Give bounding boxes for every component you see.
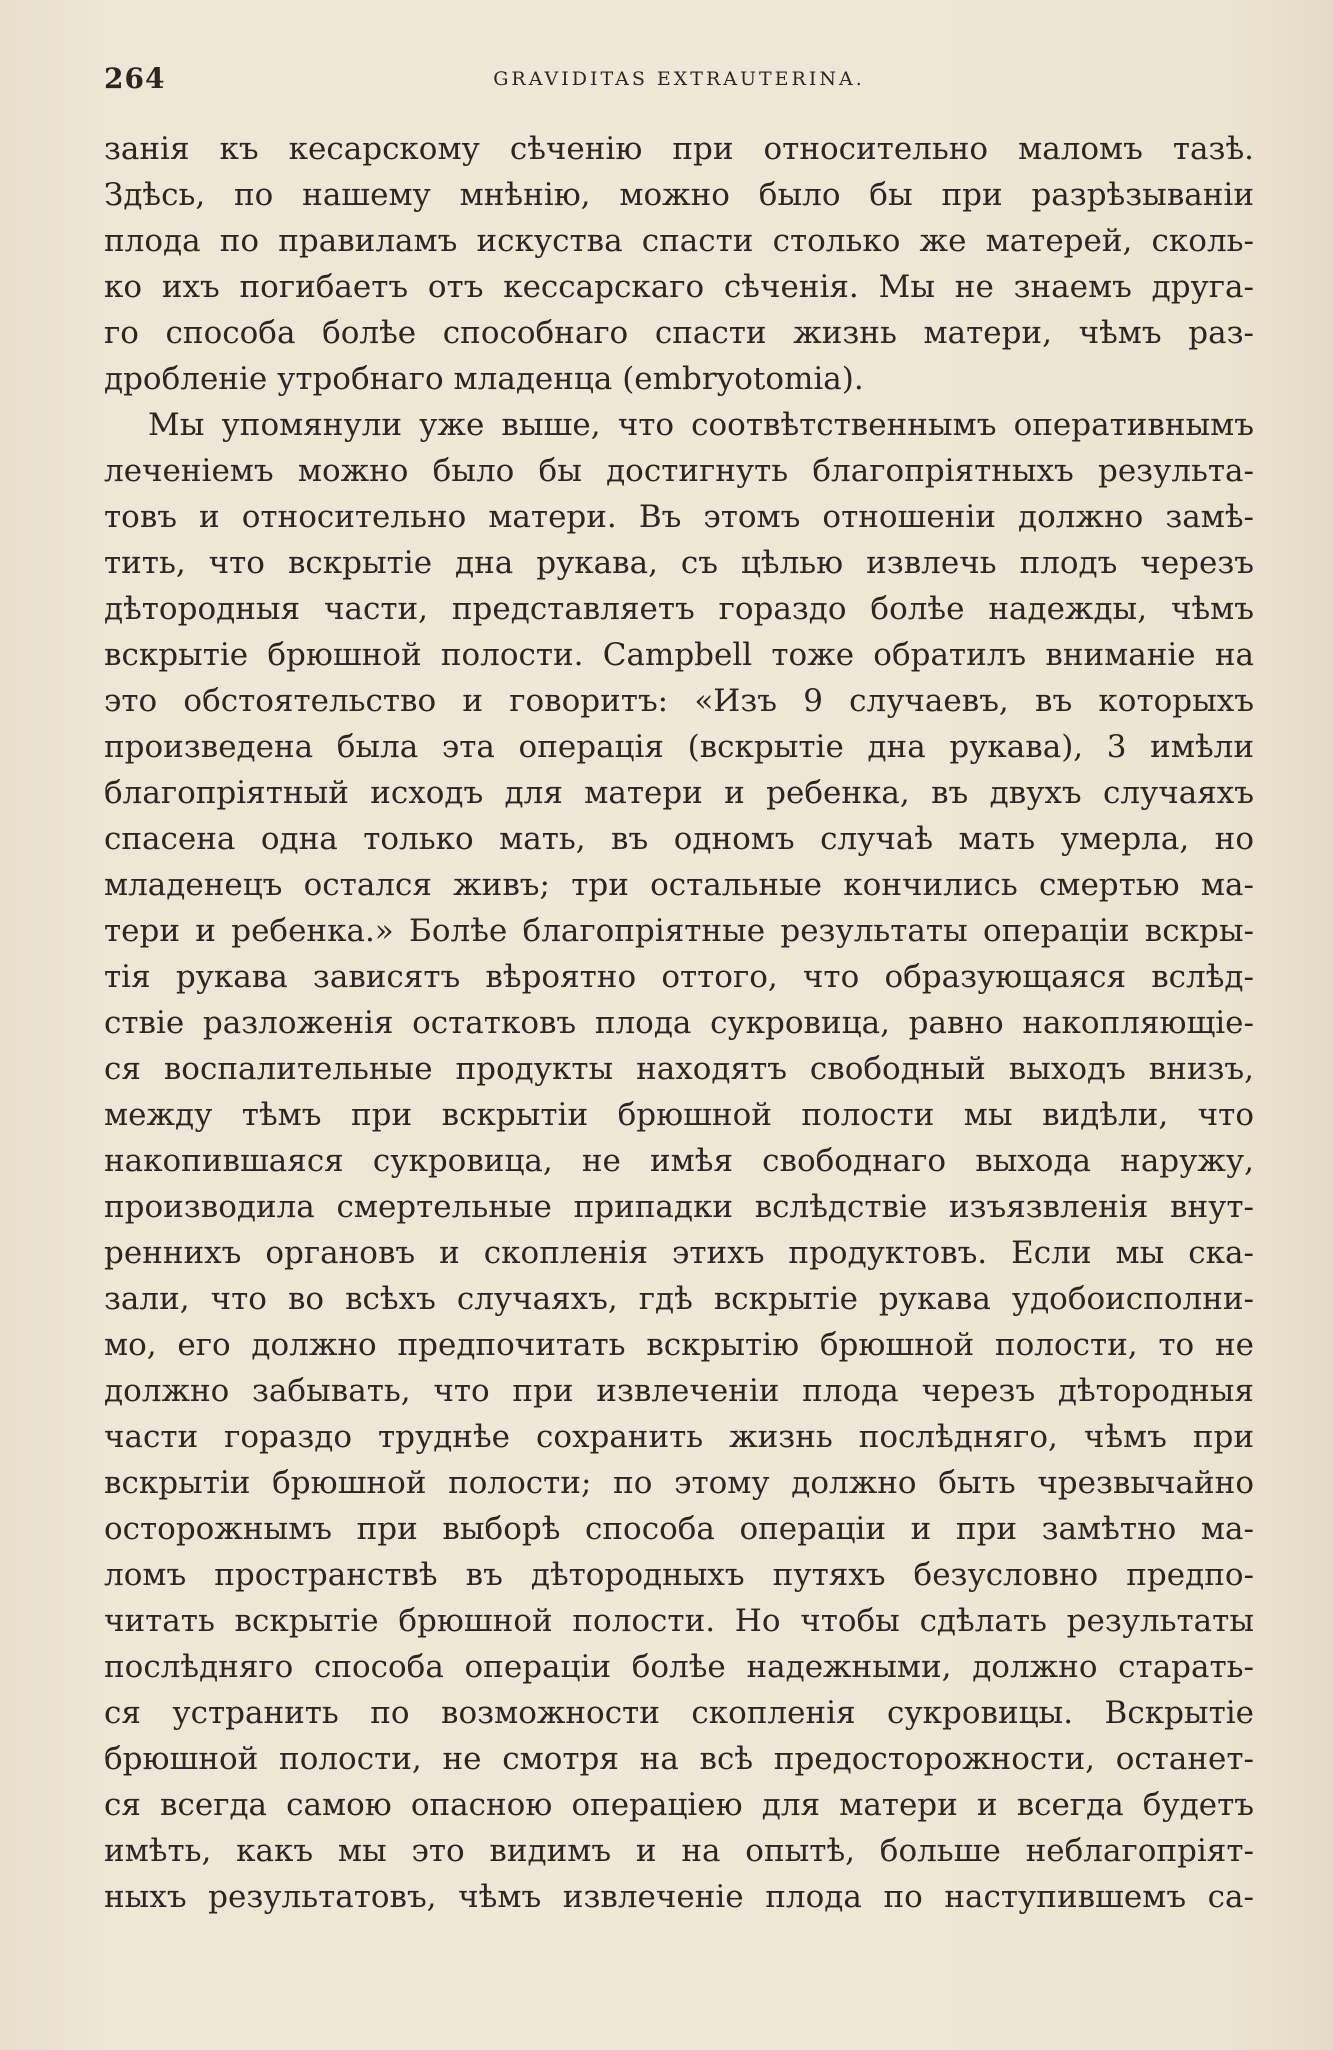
body-text	[104, 126, 1254, 1920]
text-line: мо, его должно предпочитать вскрытію брюшной полости, то не	[104, 1327, 1254, 1363]
text-line: тери и ребенка.» Болѣе благопріятные результаты операціи вскры-	[104, 913, 1254, 949]
running-title: GRAVIDITAS EXTRAUTERINA.	[493, 68, 865, 90]
text-line: занія къ кесарскому сѣченію при относительно маломъ тазѣ.	[104, 131, 1254, 167]
text-line: производила смертельные припадки вслѣдствіе изъязвленія внут-	[104, 1189, 1254, 1225]
text-line: ся устранить по возможности скопленія сукровицы. Вскрытіе	[104, 1695, 1254, 1731]
text-line: ко ихъ погибаетъ отъ кессарскаго сѣченія. Мы не знаемъ друга-	[104, 269, 1254, 305]
text-line: товъ и относительно матери. Въ этомъ отношеніи должно замѣ-	[104, 499, 1254, 535]
text-line: дѣтородныя части, представляетъ гораздо болѣе надежды, чѣмъ	[104, 591, 1254, 627]
text-line: послѣдняго способа операціи болѣе надежными, должно старать-	[104, 1649, 1254, 1685]
text-line: леченіемъ можно было бы достигнуть благопріятныхъ результа-	[104, 453, 1254, 489]
text-line: Мы упомянули уже выше, что соотвѣтственнымъ оперативнымъ	[148, 407, 1254, 443]
text-line: вскрытіи брюшной полости; по этому должно быть чрезвычайно	[104, 1465, 1254, 1501]
page-number: 264	[104, 62, 166, 95]
text-line: читать вскрытіе брюшной полости. Но чтобы сдѣлать результаты	[104, 1603, 1254, 1639]
text-line: между тѣмъ при вскрытіи брюшной полости мы видѣли, что	[104, 1097, 1254, 1133]
text-line: части гораздо труднѣе сохранить жизнь послѣдняго, чѣмъ при	[104, 1419, 1254, 1455]
text-line: благопріятный исходъ для матери и ребенка, въ двухъ случаяхъ	[104, 775, 1254, 811]
text-line: ныхъ результатовъ, чѣмъ извлеченіе плода по наступившемъ са-	[104, 1879, 1254, 1915]
text-line: произведена была эта операція (вскрытіе дна рукава), 3 имѣли	[104, 729, 1254, 765]
text-line: ся воспалительные продукты находятъ свободный выходъ внизъ,	[104, 1051, 1254, 1087]
text-line: брюшной полости, не смотря на всѣ предосторожности, останет-	[104, 1741, 1254, 1777]
text-line: младенецъ остался живъ; три остальные кончились смертью ма-	[104, 867, 1254, 903]
text-line: спасена одна только мать, въ одномъ случаѣ мать умерла, но	[104, 821, 1254, 857]
text-line: ствіе разложенія остатковъ плода сукровица, равно накопляющіе-	[104, 1005, 1254, 1041]
text-line: плода по правиламъ искуства спасти столько же матерей, сколь-	[104, 223, 1254, 259]
text-line: реннихъ органовъ и скопленія этихъ продуктовъ. Если мы ска-	[104, 1235, 1254, 1271]
text-line: дробленіе утробнаго младенца (embryotomia).	[104, 361, 864, 397]
page-header	[104, 62, 1254, 98]
text-line: тить, что вскрытіе дна рукава, съ цѣлью извлечь плодъ черезъ	[104, 545, 1254, 581]
text-line: осторожнымъ при выборѣ способа операціи и при замѣтно ма-	[104, 1511, 1254, 1547]
text-line: это обстоятельство и говоритъ: «Изъ 9 случаевъ, въ которыхъ	[104, 683, 1254, 719]
text-line: тія рукава зависятъ вѣроятно оттого, что образующаяся вслѣд-	[104, 959, 1254, 995]
text-line: ломъ пространствѣ въ дѣтородныхъ путяхъ безусловно предпо-	[104, 1557, 1254, 1593]
text-line: ся всегда самою опасною операціею для матери и всегда будетъ	[104, 1787, 1254, 1823]
text-line: накопившаяся сукровица, не имѣя свободнаго выхода наружу,	[104, 1143, 1254, 1179]
text-line: должно забывать, что при извлеченіи плода черезъ дѣтородныя	[104, 1373, 1254, 1409]
text-line: Здѣсь, по нашему мнѣнію, можно было бы при разрѣзываніи	[104, 177, 1254, 213]
text-line: зали, что во всѣхъ случаяхъ, гдѣ вскрытіе рукава удобоисполни-	[104, 1281, 1254, 1317]
text-line: го способа болѣе способнаго спасти жизнь матери, чѣмъ раз-	[104, 315, 1254, 351]
text-line: вскрытіе брюшной полости. Campbell тоже обратилъ вниманіе на	[104, 637, 1254, 673]
text-line: имѣть, какъ мы это видимъ и на опытѣ, больше неблагопріят-	[104, 1833, 1254, 1869]
